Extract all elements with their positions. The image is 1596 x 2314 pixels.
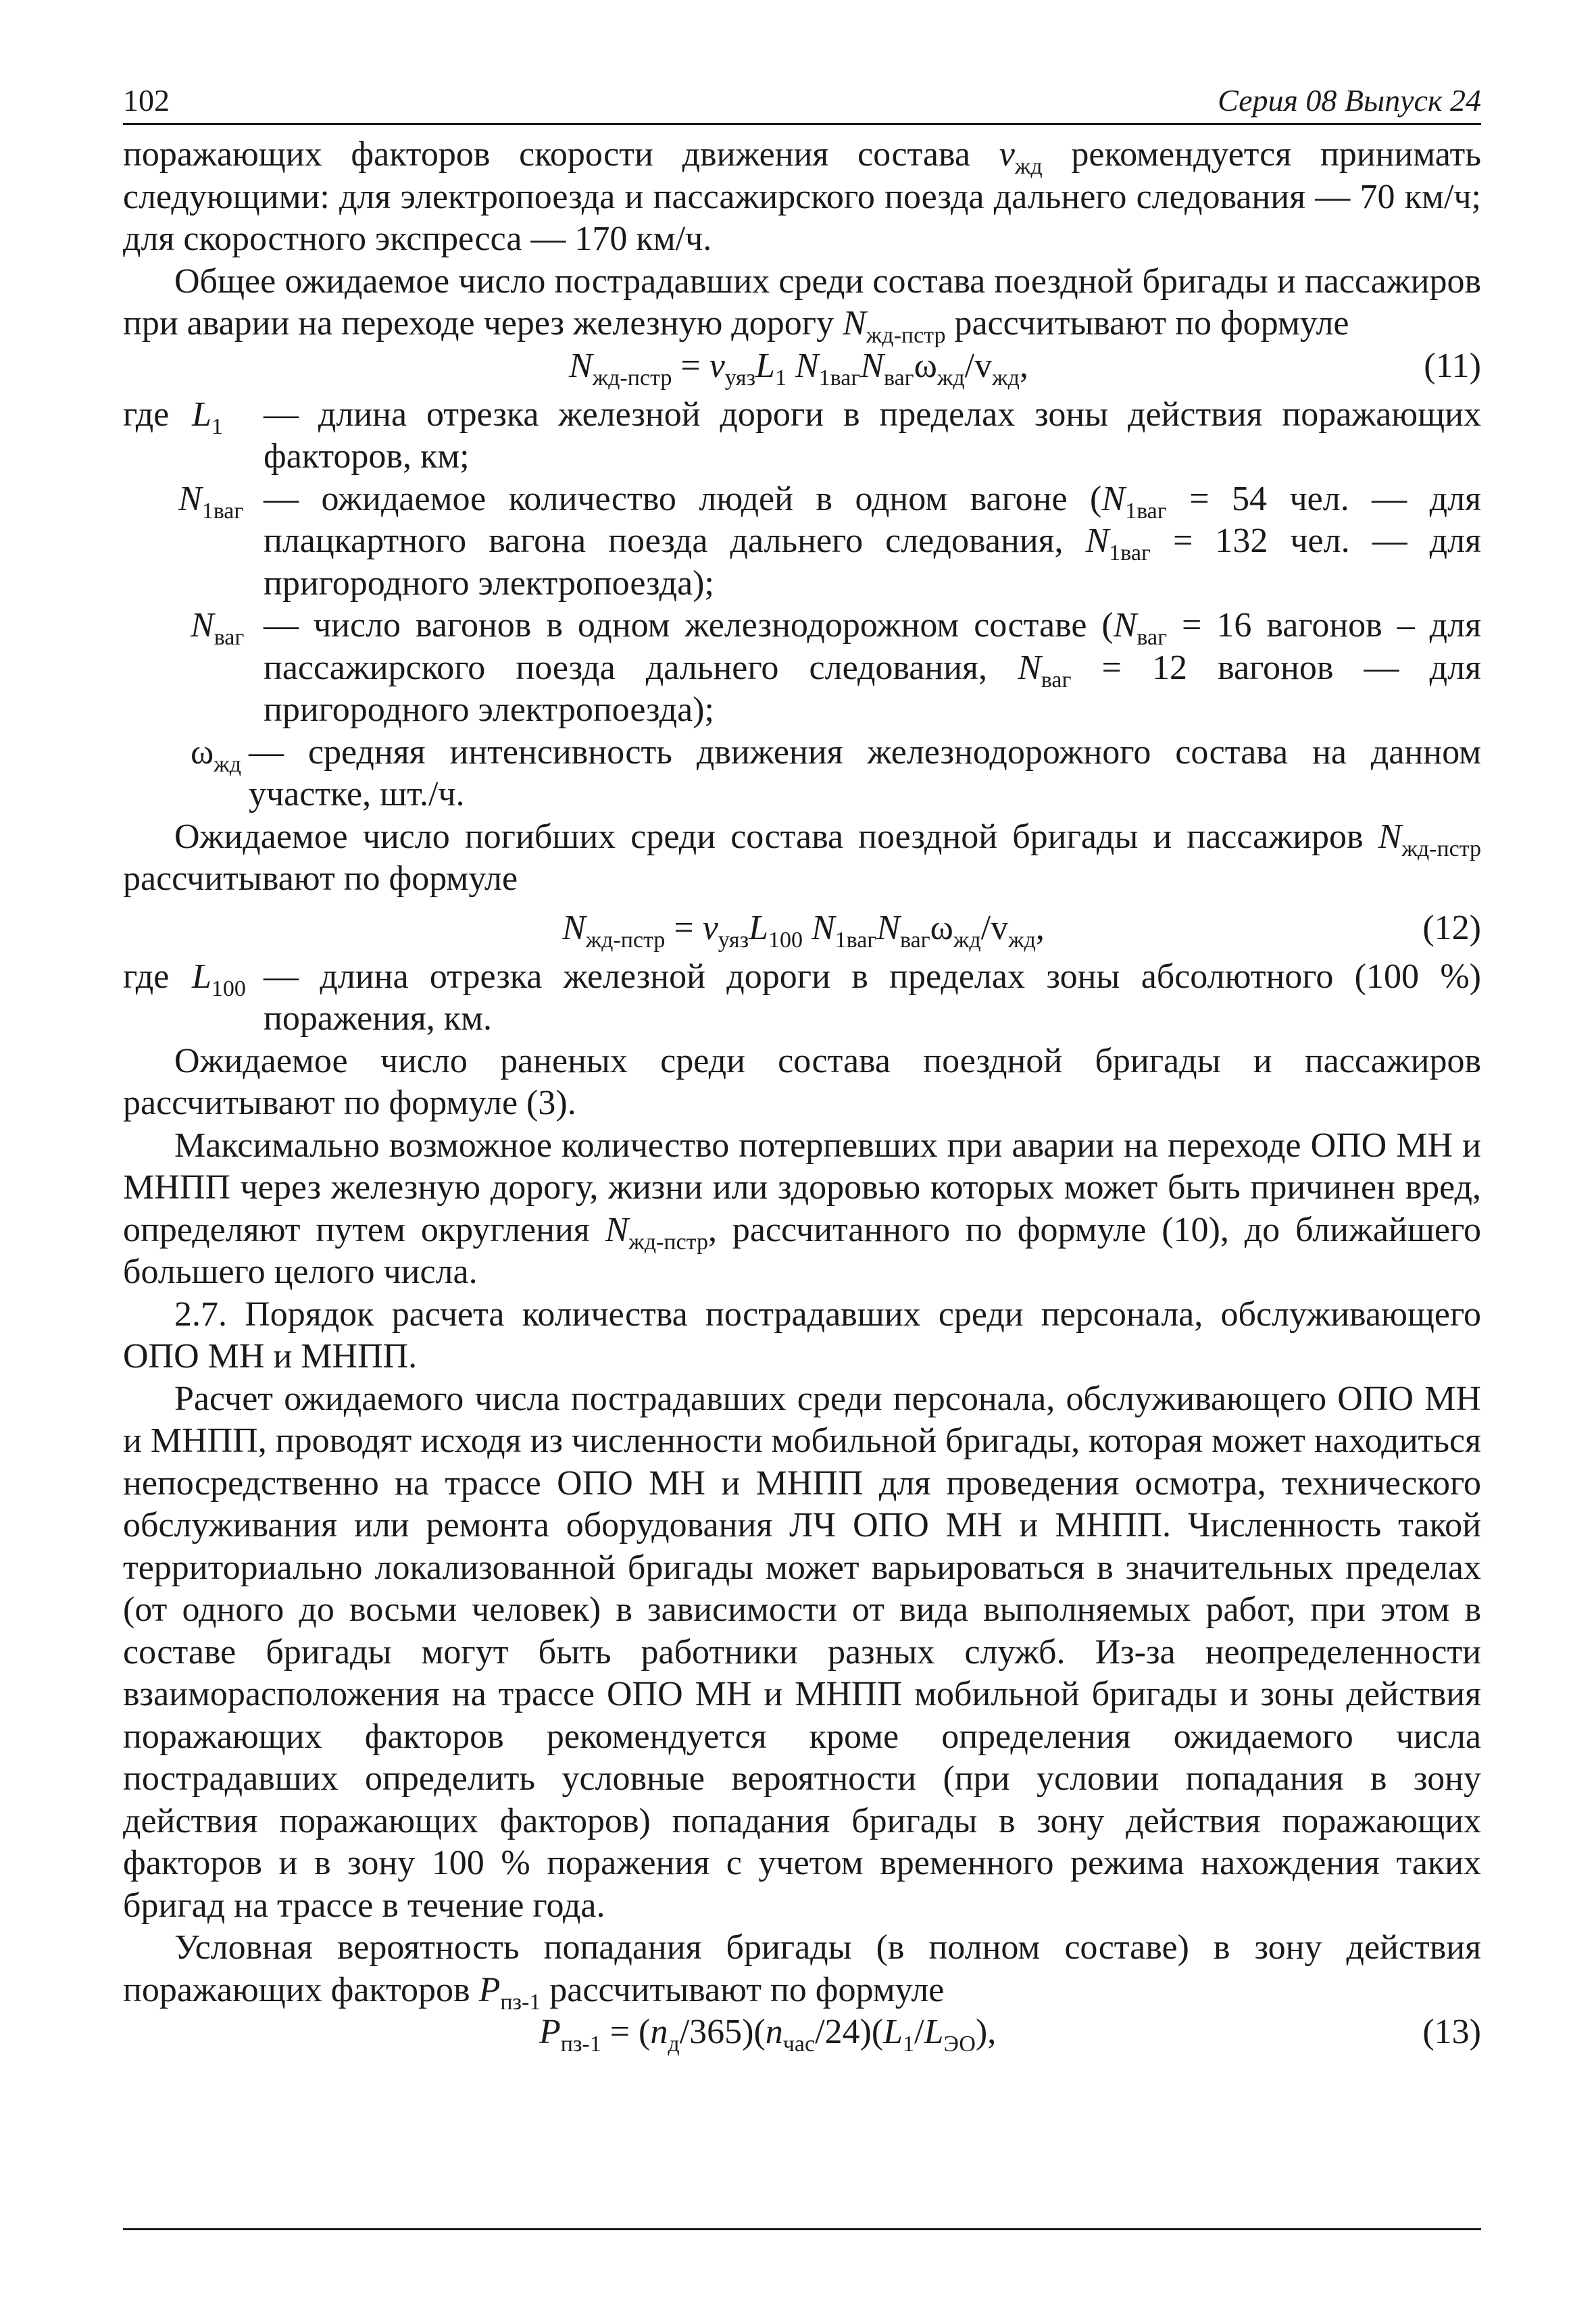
formula-13: $P_{пз-1} = (n_д/365)(n_{час}/24)(L_1/L_{ЭО})$, (13) — [539, 2013, 1481, 2057]
footer-rule — [123, 2228, 1481, 2230]
where-label: где — [123, 957, 170, 996]
formula-11-number: (11) — [1424, 346, 1481, 385]
header-rule — [123, 123, 1481, 125]
paragraph-fatalities: Ожидаемое число погибших среди состава поездной бригады и пассажиров $N_{жд-пстр}$ рассчитывают по формуле — [123, 817, 1481, 898]
page-header — [123, 82, 1481, 123]
formula-11: $N_{жд-пстр} = v_{уяз}L_1$ $N_{1ваг}N_{ваг}\omega_{жд}/v_{жд}$, (11) — [569, 346, 1481, 391]
page-number: 102 — [123, 83, 170, 118]
paragraph-injured: Ожидаемое число раненых среди состава поездной бригады и пассажиров рассчитывают по формуле (3). — [123, 1041, 1481, 1122]
where-label: где — [123, 395, 170, 434]
formula-12: $N_{жд-пстр} = v_{уяз}L_{100}$ $N_{1ваг}N_{ваг}\omega_{жд}/v_{жд}$, (12) — [562, 908, 1481, 953]
formula-12-number: (12) — [1422, 908, 1481, 947]
definition-row: $N_{ваг}$ — число вагонов в одном железнодорожном составе ($N_{ваг} = 16$ вагонов – для пассажирского поезда дальнего следования, $N_{ваг} = 12$ вагонов — для пригородного электропоезда); — [191, 606, 1481, 729]
definition-row: $N_{1ваг}$ — ожидаемое количество людей в одном вагоне ($N_{1ваг} = 54$ чел. — для плацкартного вагона поезда дальнего следования, $N_{1ваг} = 132$ чел. — для пригородного электропоезда); — [178, 479, 1481, 603]
formula-12-definitions — [123, 956, 1481, 1040]
definition-row: где $L_{100}$ — длина отрезка железной дороги в пределах зоны абсолютного (100 %) поражения, км. — [123, 957, 1481, 1038]
section-2-7-heading: 2.7. Порядок расчета количества пострадавших среди персонала, обслуживающего ОПО МН и МНПП. — [123, 1294, 1481, 1376]
definition-row: $\omega_{жд}$ — средняя интенсивность движения железнодорожного состава на данном участке, шт./ч. — [191, 732, 1482, 813]
paragraph-personnel: Расчет ожидаемого числа пострадавших среди персонала, обслуживающего ОПО МН и МНПП, проводят исходя из численности мобильной бригады, которая может находиться непосредственно на трассе ОПО МН и МНПП для проведения осмотра, технического обслуживания или ремонта оборудования ЛЧ ОПО МН и МНПП. Численность такой территориально локализованной бригады может варьироваться в значительных пределах (от одного до восьми человек) в зависимости от вида выполняемых работ, при этом в составе бригады могут быть работники разных служб. Из-за неопределенности взаиморасположения на трассе ОПО МН и МНПП мобильной бригады и зоны действия поражающих факторов рекомендуется кроме определения ожидаемого числа пострадавших определить условные вероятности (при условии попадания в зону действия поражающих факторов) попадания бригады в зону действия поражающих факторов и в зону 100 % поражения с учетом временного режима нахождения таких бригад на трассе в течение года. — [123, 1379, 1481, 1925]
formula-13-number: (13) — [1422, 2013, 1481, 2051]
paragraph-max-victims: Максимально возможное количество потерпевших при аварии на переходе ОПО МН и МНПП через железную дорогу, жизни или здоровью которых может быть причинен вред, определяют путем округления $N_{жд-пстр}$, рассчитанного по формуле (10), до ближайшего большего целого числа. — [123, 1126, 1481, 1291]
page-body — [123, 134, 1481, 2060]
paragraph-total-casualties: Общее ожидаемое число пострадавших среди состава поездной бригады и пассажиров при аварии на переходе через железную дорогу $N_{жд-пстр}$ рассчитывают по формуле — [123, 261, 1481, 348]
paragraph-conditional-probability: Условная вероятность попадания бригады (в полном составе) в зону действия поражающих факторов $P_{пз-1}$ рассчитывают по формуле — [123, 1928, 1481, 2015]
formula-11-definitions — [123, 394, 1481, 816]
definition-row: где $L_1$ — длина отрезка железной дороги в пределах зоны действия поражающих факторов, км; — [123, 395, 1481, 476]
series-title: Серия 08 Выпуск 24 — [1218, 83, 1481, 118]
paragraph-speed: поражающих факторов скорости движения состава $v_{жд}$ рекомендуется принимать следующими: для электропоезда и пассажирского поезда дальнего следования — 70 км/ч; для скоростного экспресса — 170 км/ч. — [123, 135, 1481, 258]
